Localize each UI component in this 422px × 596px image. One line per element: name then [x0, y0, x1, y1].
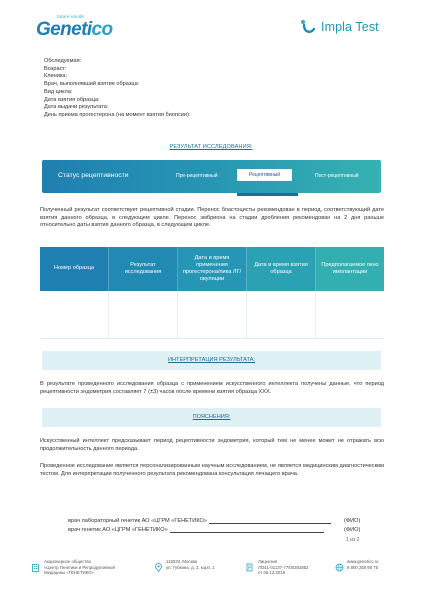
impla-mark-icon [300, 19, 316, 35]
table-cell [40, 291, 109, 338]
interpretation-text: В результате проведенного исследования образца с применением искусственного интеллекта получены данные, что период рецептивности эндометрия составляет 7 (±3) часов после времени взятия образца XXX. [40, 381, 384, 395]
column-header-result: Результат исследования [109, 247, 178, 291]
footer-line: от 06.12.2018 [258, 570, 285, 576]
status-option-pre-receptive: Пре-рецептивный [176, 173, 218, 179]
info-line: Возраст: [44, 65, 67, 72]
info-line: Дата выдачи результата: [44, 104, 109, 111]
table-row [40, 291, 384, 339]
signature-role: врач генетик АО «ЦГРМ «ГЕНЕТИКО» [68, 527, 168, 533]
license-document-icon [245, 559, 254, 568]
footer-license [258, 559, 309, 576]
info-line: Обследуемая: [44, 58, 82, 64]
notes-text-1: Искусственный интеллект предсказывает период рецептивности эндометрия, который тем не менее может не отражать всю продолжительность данного периода. [40, 438, 384, 452]
info-line: День приема прогестерона (на момент взятия биопсии): [44, 111, 191, 118]
page-number: 1 из 2 [346, 537, 360, 543]
footer-line: ул. Губкина, д. 3, корп. 1 [166, 564, 215, 570]
info-line: Клиника: [44, 73, 68, 80]
table-cell [178, 291, 247, 338]
footer-company [44, 559, 115, 576]
column-header-sample-date: Дата и время взятия образца [247, 247, 316, 291]
footer-line: 119333, Москва [166, 559, 198, 564]
building-icon [31, 559, 40, 568]
genetico-word-end: co [91, 19, 113, 40]
info-line: Вид цикла: [44, 88, 73, 95]
genetico-word-main: Geneti [36, 19, 92, 40]
result-description: Полученный результат соответствует рецептивной стадии. Перенос бластоцисты рекомендован в период, соответствующий дате взятия данного образца, в следующем цикле. Перенос эмбриона на стадии дробления рекомендован на 2 дня раньше относительно даты взятия данного образца, в следующем цикле. [40, 207, 384, 229]
footer-contacts [347, 559, 379, 570]
signature-geneticist [68, 527, 361, 533]
receptivity-status-label: Статус рецептивности [58, 172, 129, 179]
impla-test-text: Impla Test [321, 20, 379, 34]
signature-line [170, 528, 324, 533]
footer-phone: 8 800 250 90 75 [347, 564, 379, 570]
receptivity-status-band [42, 160, 381, 193]
footer-address [166, 559, 215, 570]
info-line: Дата взятия образца: [44, 96, 100, 103]
location-pin-icon [154, 559, 163, 568]
footer [0, 552, 422, 592]
patient-info [44, 58, 190, 120]
table-cell [316, 291, 384, 338]
footer-line: «Центр Генетики и Репродуктивной [44, 564, 115, 570]
genetico-tagline: future inside [57, 14, 85, 19]
notes-title: ПОЯСНЕНИЯ: [192, 414, 231, 420]
signature-fio: (ФИО) [344, 518, 361, 524]
column-header-progesterone-date: Дата и время применения прогестерона/пика ЛГ/овуляции [178, 247, 247, 291]
status-option-receptive-active: Рецептивный [237, 169, 292, 181]
footer-line: Лицензия [258, 559, 278, 564]
result-section-title: РЕЗУЛЬТАТ ИССЛЕДОВАНИЯ: [169, 144, 253, 150]
table-cell [109, 291, 178, 338]
table-header-row [40, 247, 384, 291]
status-option-post-receptive: Пост-рецептивный [315, 173, 359, 179]
footer-website-link[interactable]: www.genetico.ru [347, 559, 379, 564]
signature-lab-geneticist [68, 518, 361, 524]
interpretation-band [42, 351, 381, 370]
signature-fio: (ФИО) [344, 527, 361, 533]
signature-line [209, 519, 331, 524]
footer-line: Медицины «ГЕНЕТИКО» [44, 570, 94, 576]
info-line: Врач, выполнявший взятие образца: [44, 81, 140, 88]
sample-table [40, 247, 384, 339]
interpretation-title: ИНТЕРПРЕТАЦИЯ РЕЗУЛЬТАТА: [168, 357, 255, 363]
signature-role: врач лабораторный генетик АО «ЦГРМ «ГЕНЕТИКО» [68, 518, 207, 524]
notes-text-2: Проведенное исследование является персонализированным научным исследованием, не является медицинским диагностическим тестом. Для интерпретации полученного результата рекомендована консультация лечащего врача. [40, 463, 384, 477]
impla-test-logo [300, 19, 379, 35]
globe-icon [335, 559, 344, 568]
footer-line: ЛО41-01137-77/00362852 [258, 564, 309, 570]
table-cell [247, 291, 316, 338]
footer-line: Акционерное общество [44, 559, 91, 564]
column-header-sample-number: Номер образца [40, 247, 109, 291]
active-status-indicator [237, 193, 298, 196]
notes-band [42, 408, 381, 427]
column-header-implantation-window: Предполагаемое окно имплантации [316, 247, 384, 291]
